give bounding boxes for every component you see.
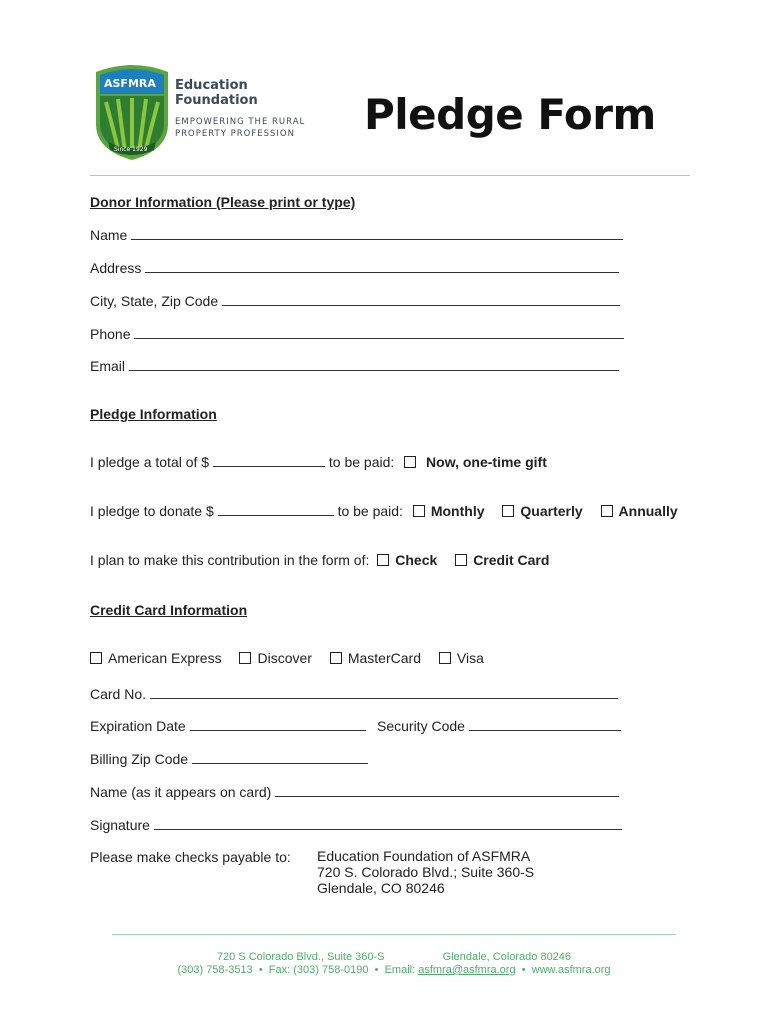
card-expiration-row	[90, 717, 366, 735]
pledge-total-row	[90, 453, 547, 471]
name-on-card-label: Name (as it appears on card)	[90, 784, 272, 800]
payee-line1: Education Foundation of ASFMRA	[317, 848, 531, 864]
donor-email-label: Email	[90, 358, 126, 374]
name-on-card-row	[90, 783, 619, 801]
pledge-donate-prefix: I pledge to donate $	[90, 503, 214, 519]
card-type-row	[90, 649, 484, 667]
card-number-label: Card No.	[90, 686, 147, 702]
pledge-donate-row	[90, 502, 678, 520]
quarterly-label: Quarterly	[520, 503, 583, 519]
donor-name-row	[90, 226, 623, 244]
footer-email-link[interactable]: asfmra@asfmra.org	[418, 964, 516, 976]
name-on-card-field[interactable]	[275, 784, 619, 797]
donor-phone-row	[90, 325, 624, 343]
annually-checkbox[interactable]	[601, 505, 613, 517]
check-label: Check	[395, 552, 438, 568]
footer-sep-1: •	[258, 964, 263, 976]
footer-fax: Fax: (303) 758-0190	[268, 964, 369, 976]
footer-sep-2: •	[374, 964, 379, 976]
donor-city-row	[90, 292, 620, 310]
billing-zip-label: Billing Zip Code	[90, 751, 189, 767]
signature-row	[90, 816, 622, 834]
billing-zip-field[interactable]	[192, 751, 368, 764]
billing-zip-row	[90, 750, 368, 768]
credit-card-label: Credit Card	[473, 552, 550, 568]
payee-line2: 720 S. Colorado Blvd.; Suite 360-S	[317, 864, 535, 880]
card-security-row	[377, 717, 621, 735]
footer-address-row	[112, 951, 676, 963]
card-number-field[interactable]	[150, 686, 618, 699]
amex-label: American Express	[108, 650, 222, 666]
visa-label: Visa	[456, 650, 484, 666]
expiration-field[interactable]	[190, 718, 366, 731]
pledge-total-amount-field[interactable]	[213, 454, 325, 467]
page-title: Pledge Form	[364, 90, 656, 139]
credit-card-checkbox[interactable]	[455, 554, 467, 566]
now-checkbox[interactable]	[404, 456, 416, 468]
pledge-form-label: I plan to make this contribution in the form of:	[90, 552, 370, 568]
pledge-total-suffix: to be paid:	[328, 454, 395, 470]
logo-org-line2: Foundation	[175, 93, 258, 108]
pledge-donate-amount-field[interactable]	[218, 503, 334, 516]
donor-phone-field[interactable]	[134, 326, 624, 339]
quarterly-checkbox[interactable]	[502, 505, 514, 517]
pledge-heading: Pledge Information	[90, 406, 217, 422]
card-heading: Credit Card Information	[90, 602, 248, 618]
logo-tag-line1: EMPOWERING THE RURAL	[175, 117, 306, 127]
visa-checkbox[interactable]	[439, 652, 451, 664]
annually-label: Annually	[618, 503, 678, 519]
payee-address	[317, 848, 534, 896]
discover-label: Discover	[257, 650, 312, 666]
security-code-label: Security Code	[377, 718, 465, 734]
header-divider	[90, 175, 690, 176]
footer-address1: 720 S Colorado Blvd., Suite 360-S	[216, 951, 385, 963]
logo-since-text: Since 1929	[114, 146, 148, 153]
payee-line3: Glendale, CO 80246	[317, 880, 445, 896]
signature-field[interactable]	[154, 817, 622, 830]
donor-address-label: Address	[90, 260, 142, 276]
pledge-donate-suffix: to be paid:	[337, 503, 403, 519]
footer-phone: (303) 758-3513	[177, 964, 253, 976]
donor-email-row	[90, 357, 619, 375]
checks-payable-label: Please make checks payable to:	[90, 849, 291, 865]
footer-divider	[112, 934, 676, 935]
check-checkbox[interactable]	[377, 554, 389, 566]
logo-org-line1: Education	[175, 78, 248, 93]
pledge-total-prefix: I pledge a total of $	[90, 454, 210, 470]
now-option-label: Now, one-time gift	[426, 454, 547, 470]
donor-name-field[interactable]	[131, 227, 623, 240]
donor-phone-label: Phone	[90, 326, 131, 342]
monthly-checkbox[interactable]	[413, 505, 425, 517]
donor-city-label: City, State, Zip Code	[90, 293, 219, 309]
mastercard-label: MasterCard	[347, 650, 421, 666]
donor-email-field[interactable]	[129, 358, 619, 371]
amex-checkbox[interactable]	[90, 652, 102, 664]
footer-contact-row	[112, 964, 676, 976]
donor-heading: Donor Information (Please print or type)	[90, 194, 356, 210]
discover-checkbox[interactable]	[239, 652, 251, 664]
monthly-label: Monthly	[430, 503, 485, 519]
footer-website[interactable]: www.asfmra.org	[531, 964, 611, 976]
donor-name-label: Name	[90, 227, 128, 243]
signature-label: Signature	[90, 817, 150, 833]
logo-text	[175, 78, 305, 140]
footer-sep-3: •	[521, 964, 526, 976]
expiration-label: Expiration Date	[90, 718, 186, 734]
pledge-form-row	[90, 551, 549, 569]
donor-address-field[interactable]	[145, 260, 619, 273]
security-code-field[interactable]	[469, 718, 621, 731]
logo-tag-line2: PROPERTY PROFESSION	[175, 129, 295, 139]
logo-badge-text: ASFMRA	[104, 77, 156, 90]
footer-address2: Glendale, Colorado 80246	[442, 951, 572, 963]
card-number-row	[90, 685, 618, 703]
footer-email-label: Email:	[384, 964, 416, 976]
donor-address-row	[90, 259, 619, 277]
mastercard-checkbox[interactable]	[330, 652, 342, 664]
donor-city-field[interactable]	[222, 293, 620, 306]
